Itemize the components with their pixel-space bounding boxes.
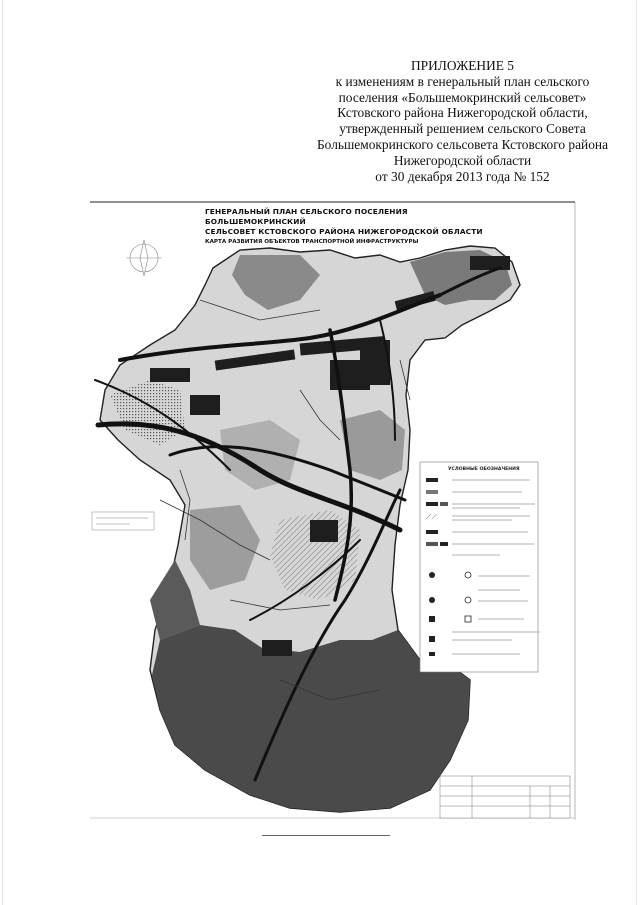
scan-edge-left: [2, 0, 3, 905]
appendix-title: ПРИЛОЖЕНИЕ 5: [411, 58, 514, 73]
title-block-stamp: [440, 776, 570, 818]
header-line-6: Большемокринского сельсовета Кстовского района: [316, 136, 609, 152]
appendix-header: [300, 58, 625, 184]
inset-note-box: [92, 512, 154, 530]
legend-heading: УСЛОВНЫЕ ОБОЗНАЧЕНИЯ: [448, 467, 520, 472]
legend-panel: [420, 462, 540, 672]
header-line-2: к изменениям в генеральный план сельского: [335, 73, 590, 89]
header-line-5: утвержденный решением сельского Совета: [339, 121, 586, 137]
header-line-4: Кстовского района Нижегородской области,: [337, 105, 588, 121]
north-arrow-icon: [126, 240, 162, 276]
map-title-line-2: СЕЛЬСОВЕТ КСТОВСКОГО РАЙОНА НИЖЕГОРОДСКОЙ ОБЛАСТИ: [205, 227, 483, 236]
header-line-3: поселения «Большемокринский сельсовет»: [338, 89, 587, 105]
signature-rule: [262, 835, 390, 836]
header-line-8: от 30 декабря 2013 года № 152: [375, 168, 550, 184]
scan-edge-right: [636, 0, 637, 905]
general-plan-map: [88, 200, 578, 820]
map-title-line-1: ГЕНЕРАЛЬНЫЙ ПЛАН СЕЛЬСКОГО ПОСЕЛЕНИЯ БОЛЬШЕМОКРИНСКИЙ: [205, 207, 408, 226]
map-subtitle: КАРТА РАЗВИТИЯ ОБЪЕКТОВ ТРАНСПОРТНОЙ ИНФРАСТРУКТУРЫ: [205, 239, 419, 245]
header-line-7: Нижегородской области: [393, 152, 532, 168]
map-title: [205, 207, 505, 246]
